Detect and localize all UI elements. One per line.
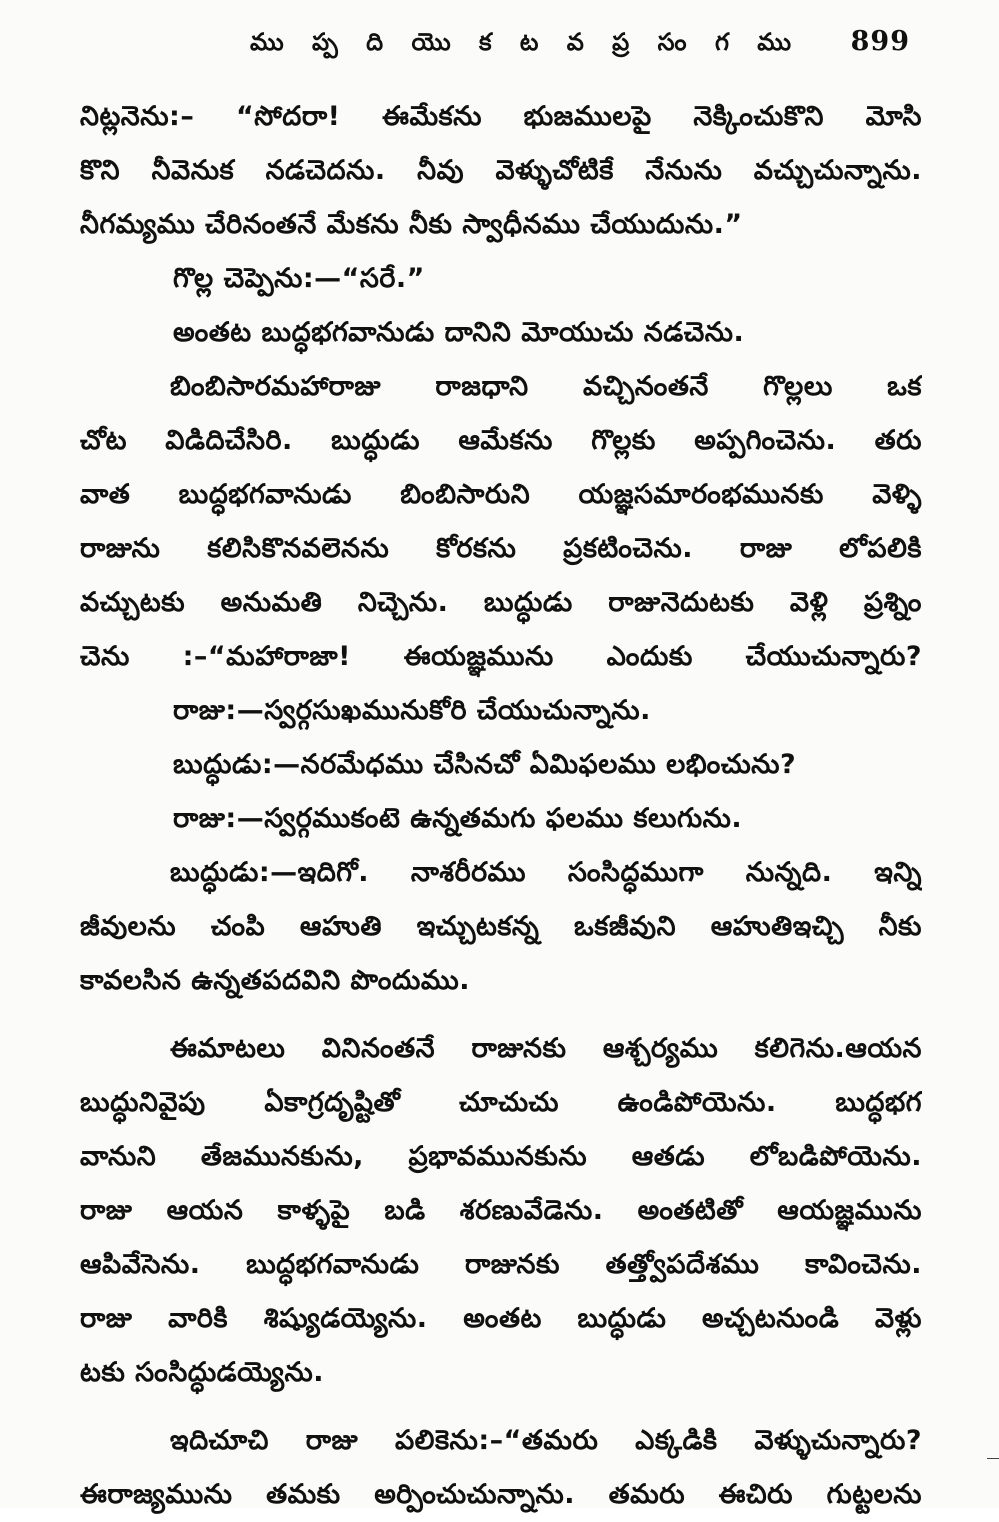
text-line: అంతట బుద్ధభగవానుడు దానిని మోయుచు నడచెను.	[173, 317, 745, 348]
text-line: కొని నీవెనుక నడచెదను. నీవు వెళ్ళుచోటికే నేనును వచ్చుచున్నాను.	[80, 155, 922, 186]
text-line: ఈరాజ్యమును తమకు అర్పించుచున్నాను. తమరు ఈచిరు గుట్టలను	[80, 1479, 922, 1510]
text-line: గొల్ల చెప్పెను:—“సరే.”	[173, 263, 425, 294]
text-line: రాజు:—స్వర్గసుఖమునుకోరి చేయుచున్నాను.	[173, 695, 651, 726]
text-line: ఇదిచూచి రాజు పలికెను:–“తమరు ఎక్కడికి వెళ్ళుచున్నారు?	[170, 1425, 922, 1456]
text-line: రాజు:—స్వర్గముకంటె ఉన్నతమగు ఫలము కలుగును.	[173, 803, 743, 834]
paragraph-gap	[80, 1008, 922, 1022]
text-line: బుద్ధుడు:—నరమేధము చేసినచో ఏమిఫలము లభించును?	[173, 749, 797, 780]
text-line: బుద్ధునివైపు ఏకాగ్రదృష్టితో చూచుచు ఉండిపోయెను. బుద్ధభగ	[80, 1087, 922, 1118]
text-line: కావలసిన ఉన్నతపదవిని పొందుము.	[80, 965, 471, 996]
text-line: నీగమ్యము చేరినంతనే మేకను నీకు స్వాధీనము చేయుదును.”	[80, 209, 743, 240]
text-line: ఈమాటలు వినినంతనే రాజునకు ఆశ్చర్యము కలిగెను.ఆయన	[170, 1033, 922, 1064]
text-line: జీవులను చంపి ఆహుతి ఇచ్చుటకన్న ఒకజీవుని ఆహుతిఇచ్చి నీకు	[80, 911, 922, 942]
text-line: వాత బుద్ధభగవానుడు బింబిసారుని యజ్ఞసమారంభమునకు వెళ్ళి	[80, 479, 922, 510]
page-header	[250, 26, 910, 66]
text-line: రాజు వారికి శిష్యుడయ్యెను. అంతట బుద్ధుడు అచ్చటనుండి వెళ్లు	[80, 1303, 922, 1334]
page-number: 899	[850, 26, 910, 57]
text-line: నిట్లనెను:– “సోదరా! ఈమేకను భుజములపై నెక్కించుకొని మోసి	[80, 101, 922, 132]
text-line: వానుని తేజమునకును, ప్రభావమునకును ఆతడు లోబడిపోయెను.	[80, 1141, 922, 1172]
body-text	[80, 90, 922, 1510]
text-line: వచ్చుటకు అనుమతి నిచ్చెను. బుద్ధుడు రాజునెదుటకు వెళ్లి ప్రశ్నిం	[80, 587, 922, 618]
text-line: రాజును కలిసికొనవలెనను కోరకను ప్రకటించెను. రాజు లోపలికి	[80, 533, 922, 564]
paragraph-gap	[80, 1400, 922, 1414]
text-line: బుద్ధుడు:—ఇదిగో. నాశరీరము సంసిద్ధముగా నున్నది. ఇన్ని	[170, 857, 922, 888]
text-line: చోట విడిదిచేసిరి. బుద్ధుడు ఆమేకను గొల్లకు అప్పగించెను. తరు	[80, 425, 922, 456]
running-title: ము ప్ప ది యొ క ట వ ప్ర సం గ ము	[250, 28, 802, 56]
text-line: రాజు ఆయన కాళ్ళపై బడి శరణువేడెను. అంతటితో ఆయజ్ఞమును	[80, 1195, 922, 1226]
text-line: టకు సంసిద్ధుడయ్యెను.	[80, 1357, 325, 1388]
text-line: చెను :–“మహారాజా! ఈయజ్ఞమును ఎందుకు చేయుచున్నారు?	[80, 641, 922, 672]
scan-edge-mark	[987, 1458, 999, 1459]
text-line: బింబిసారమహారాజు రాజధాని వచ్చినంతనే గొల్లలు ఒక	[170, 371, 922, 402]
text-line: ఆపివేసెను. బుద్ధభగవానుడు రాజునకు తత్త్వోపదేశము కావించెను.	[80, 1249, 922, 1280]
